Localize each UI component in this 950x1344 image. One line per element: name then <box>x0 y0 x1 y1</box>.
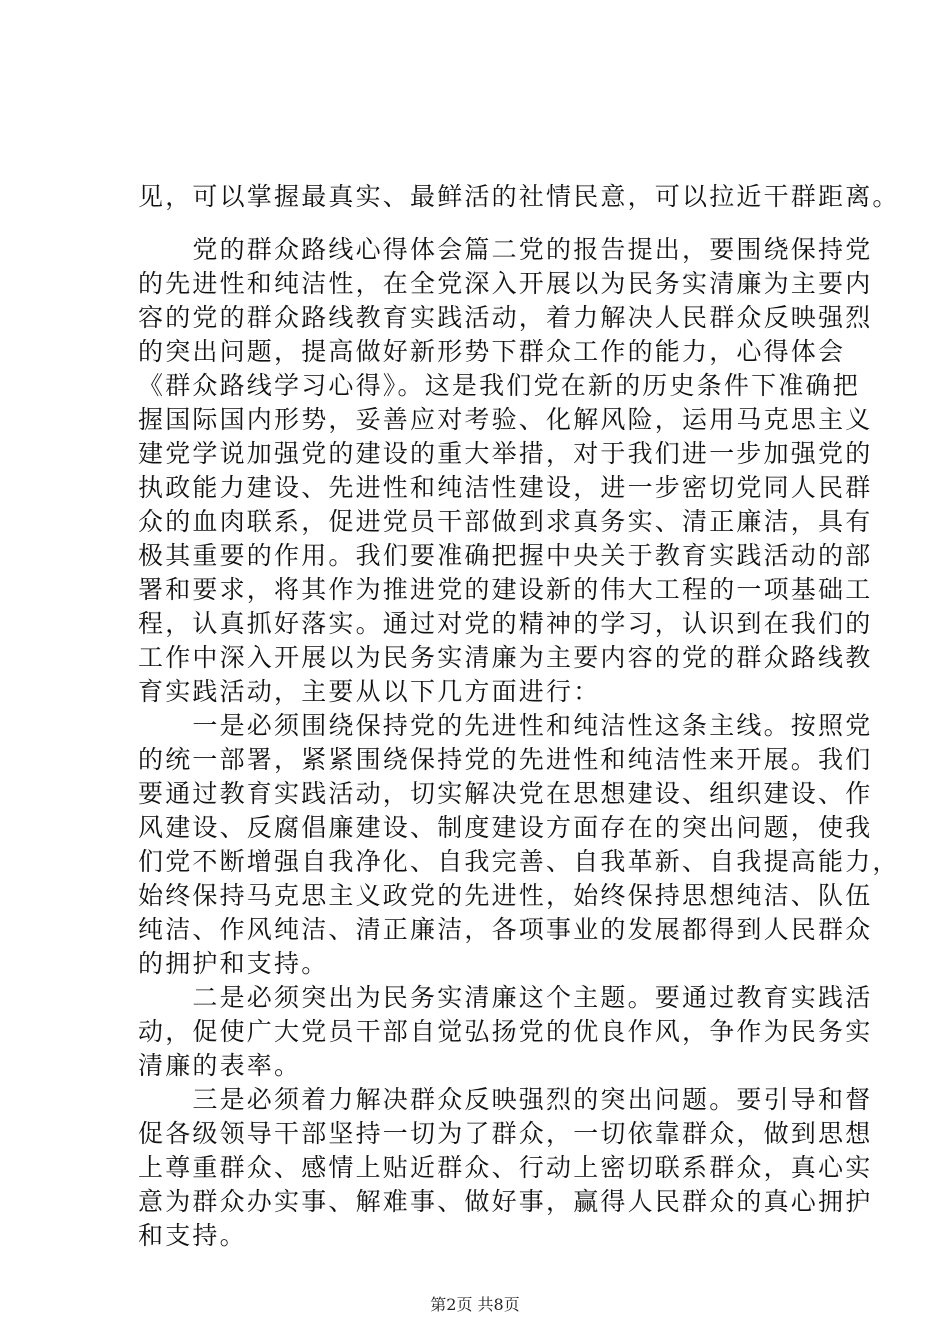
text-line: 上尊重群众、感情上贴近群众、行动上密切联系群众，真心实 <box>138 1153 873 1182</box>
text-line: 党的群众路线心得体会篇二党的报告提出，要围绕保持党 <box>138 235 873 264</box>
text-line: 见，可以掌握最真实、最鲜活的社情民意，可以拉近干群距离。 <box>138 182 900 211</box>
text-line: 容的党的群众路线教育实践活动，着力解决人民群众反映强烈 <box>138 303 873 332</box>
text-line: 的先进性和纯洁性，在全党深入开展以为民务实清廉为主要内 <box>138 269 873 298</box>
text-line: 动，促使广大党员干部自觉弘扬党的优良作风，争作为民务实 <box>138 1017 873 1046</box>
text-line: 纯洁、作风纯洁、清正廉洁，各项事业的发展都得到人民群众 <box>138 915 873 944</box>
text-line: 始终保持马克思主义政党的先进性，始终保持思想纯洁、队伍 <box>138 881 873 910</box>
text-line: 程，认真抓好落实。通过对党的精神的学习，认识到在我们的 <box>138 609 873 638</box>
text-line: 清廉的表率。 <box>138 1051 302 1080</box>
text-line: 促各级领导干部坚持一切为了群众，一切依靠群众，做到思想 <box>138 1119 873 1148</box>
text-line: 育实践活动，主要从以下几方面进行： <box>138 677 601 706</box>
text-line: 的拥护和支持。 <box>138 949 329 978</box>
text-line: 风建设、反腐倡廉建设、制度建设方面存在的突出问题，使我 <box>138 813 873 842</box>
text-line: 的突出问题，提高做好新形势下群众工作的能力，心得体会 <box>138 337 846 366</box>
text-line: 三是必须着力解决群众反映强烈的突出问题。要引导和督 <box>138 1085 873 1114</box>
text-line: 工作中深入开展以为民务实清廉为主要内容的党的群众路线教 <box>138 643 873 672</box>
text-line: 握国际国内形势，妥善应对考验、化解风险，运用马克思主义 <box>138 405 873 434</box>
text-line: 要通过教育实践活动，切实解决党在思想建设、组织建设、作 <box>138 779 873 808</box>
text-line: 一是必须围绕保持党的先进性和纯洁性这条主线。按照党 <box>138 711 873 740</box>
text-line: 意为群众办实事、解难事、做好事，赢得人民群众的真心拥护 <box>138 1187 873 1216</box>
text-line: 执政能力建设、先进性和纯洁性建设，进一步密切党同人民群 <box>138 473 873 502</box>
text-line: 署和要求，将其作为推进党的建设新的伟大工程的一项基础工 <box>138 575 873 604</box>
text-line: 建党学说加强党的建设的重大举措，对于我们进一步加强党的 <box>138 439 873 468</box>
text-line: 《群众路线学习心得》。这是我们党在新的历史条件下准确把 <box>138 371 860 400</box>
text-line: 极其重要的作用。我们要准确把握中央关于教育实践活动的部 <box>138 541 873 570</box>
text-line: 和支持。 <box>138 1221 247 1250</box>
text-line: 二是必须突出为民务实清廉这个主题。要通过教育实践活 <box>138 983 873 1012</box>
text-line: 的统一部署，紧紧围绕保持党的先进性和纯洁性来开展。我们 <box>138 745 873 774</box>
text-line: 们党不断增强自我净化、自我完善、自我革新、自我提高能力， <box>138 847 900 876</box>
page-footer: 第2页 共8页 <box>430 1295 520 1314</box>
text-line: 众的血肉联系，促进党员干部做到求真务实、清正廉洁，具有 <box>138 507 873 536</box>
